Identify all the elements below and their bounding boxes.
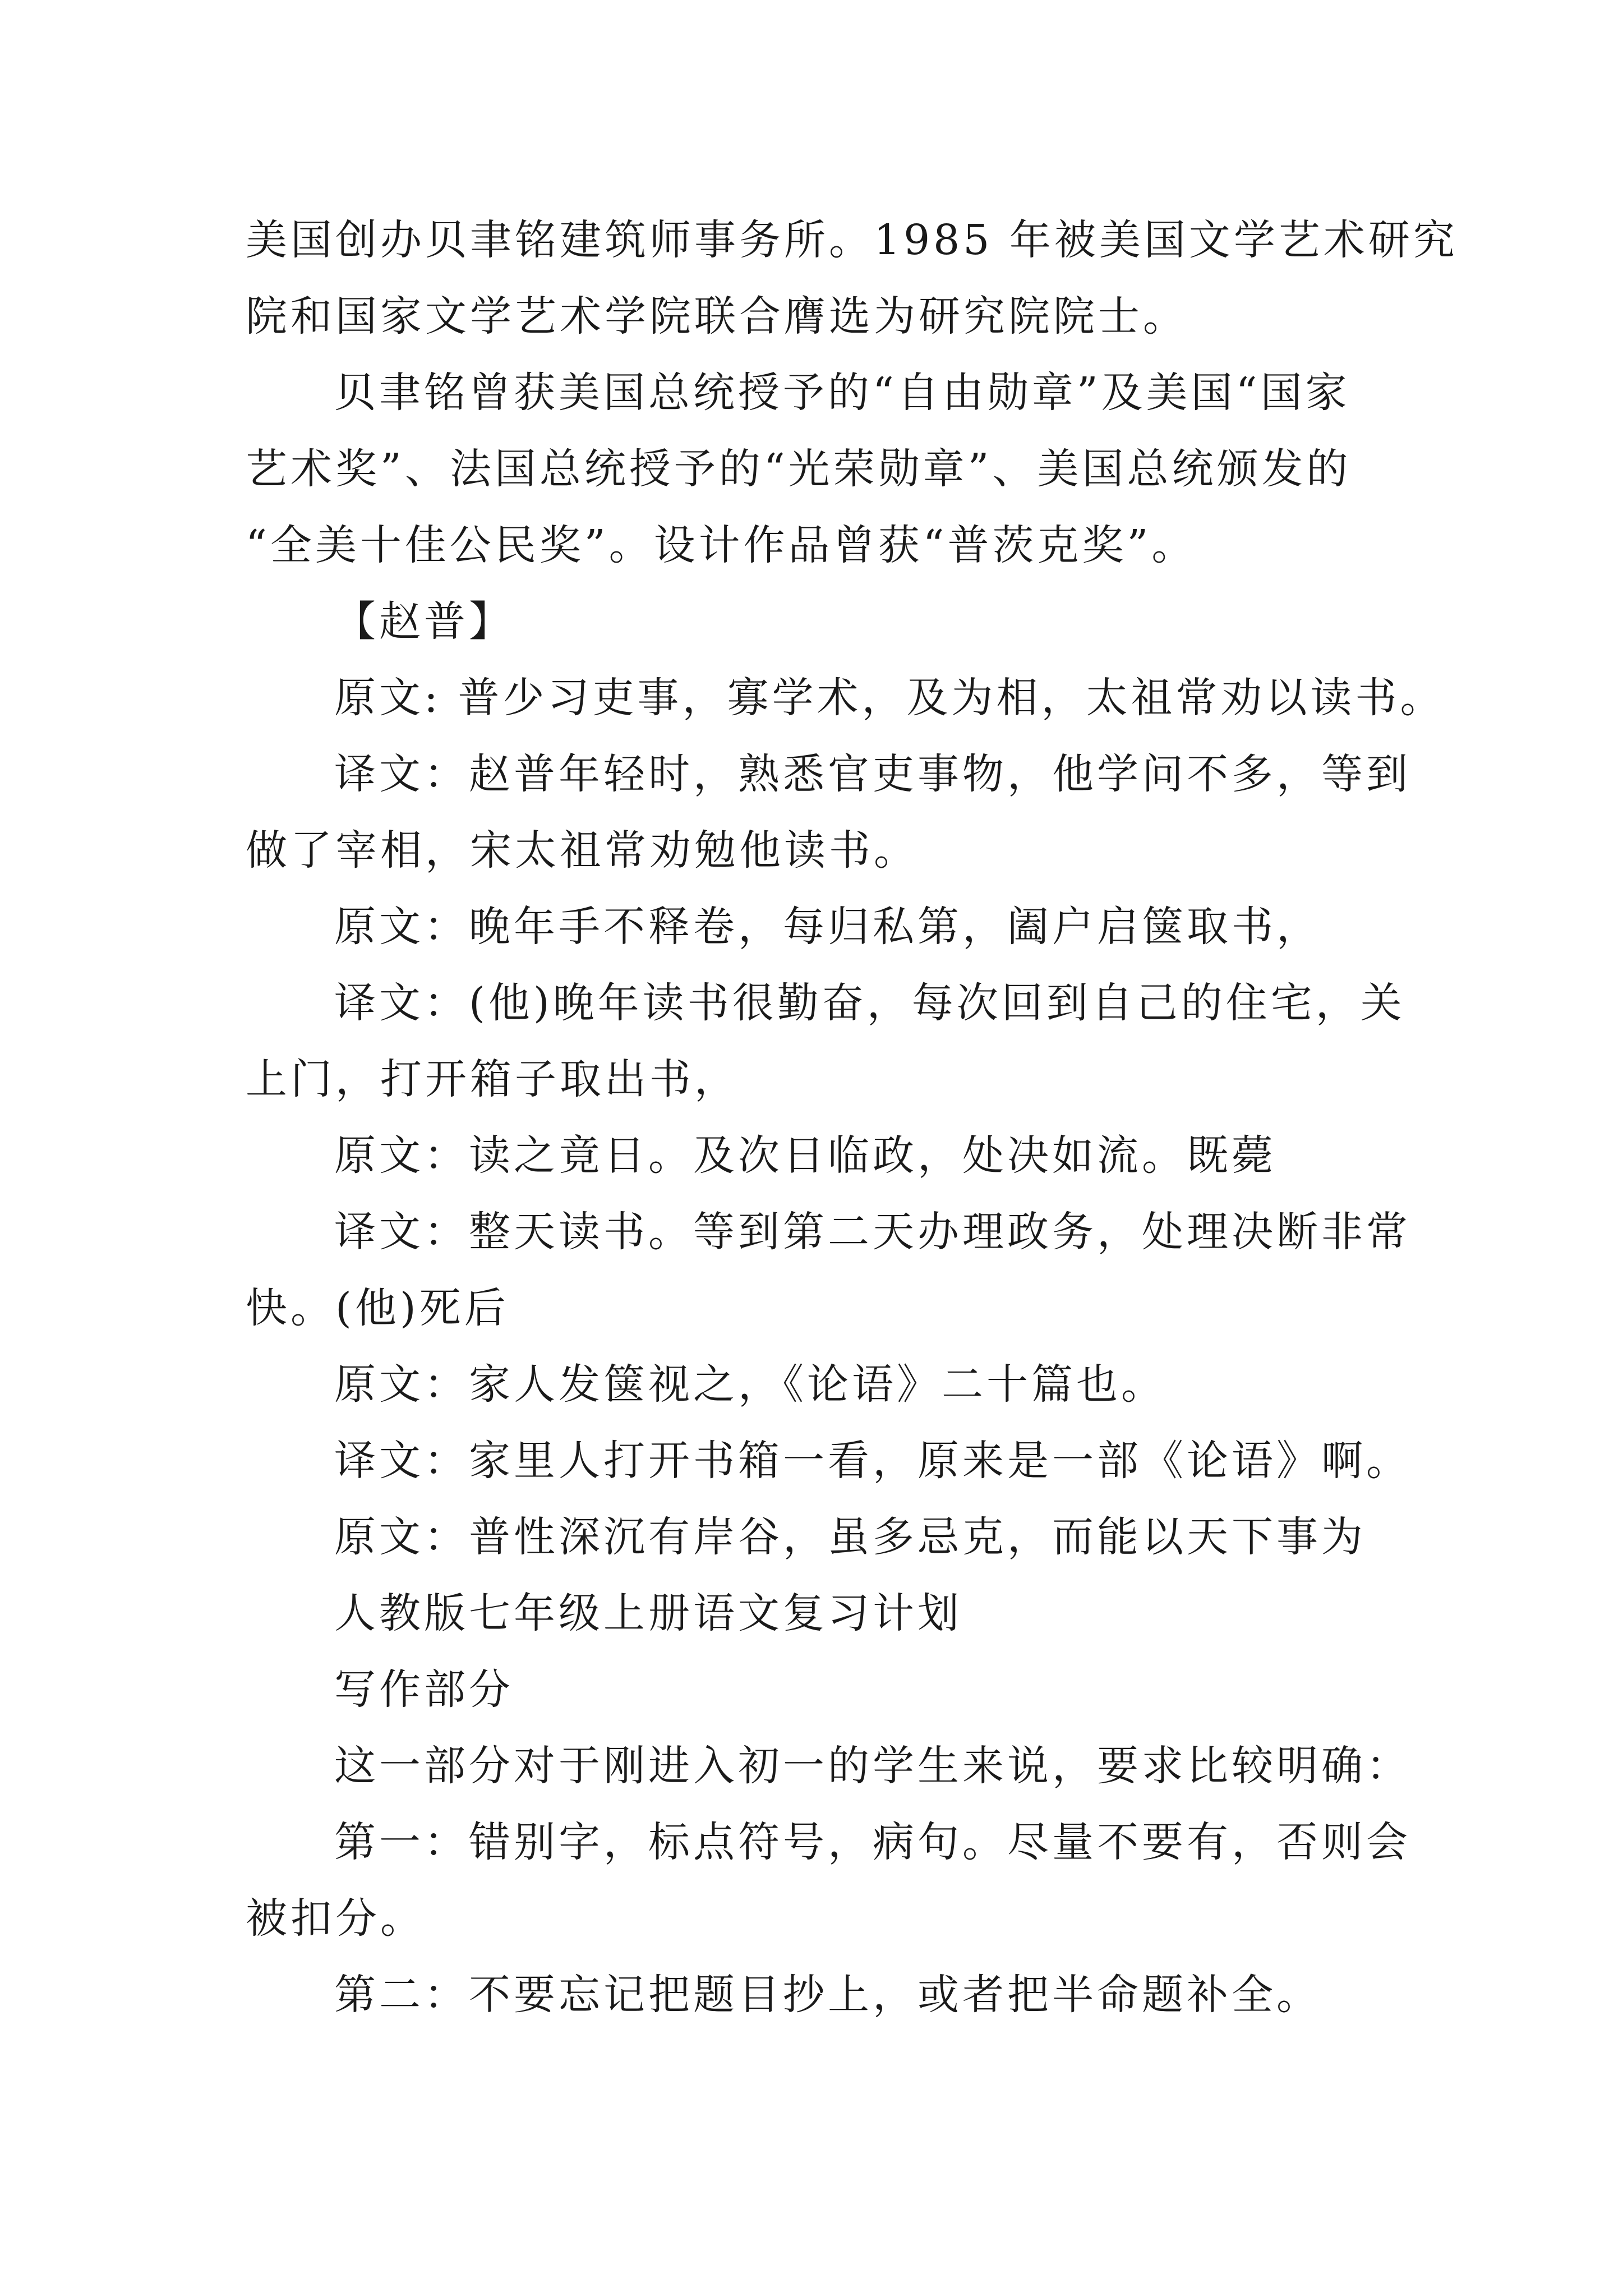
text-line-3: 贝聿铭曾获美国总统授予的“自由勋章”及美国“国家 [334,369,1350,417]
text-line-15: 快。(他)死后 [246,1284,509,1332]
text-line-21: 这一部分对于刚进入初一的学生来说，要求比较明确： [334,1742,1411,1790]
text-line-23: 被扣分。 [246,1894,425,1943]
text-line-9: 做了宰相，宋太祖常劝勉他读书。 [246,826,919,875]
text-line-13: 原文：读之竟日。及次日临政，处决如流。既薨 [334,1131,1276,1180]
section-heading-zhao-pu: 【赵普】 [334,597,514,646]
text-line-5: “全美十佳公民奖”。设计作品曾获“普茨克奖”。 [246,521,1197,569]
text-line-1: 美国创办贝聿铭建筑师事务所。1985 年被美国文学艺术研究 [246,216,1458,264]
section-heading-writing: 写作部分 [334,1665,514,1714]
text-line-4: 艺术奖”、法国总统授予的“光荣勋章”、美国总统颁发的 [246,445,1352,493]
text-line-14: 译文：整天读书。等到第二天办理政务，处理决断非常 [334,1208,1411,1256]
text-line-7: 原文: 普少习吏事，寡学术，及为相，太祖常劝以读书。 [334,674,1445,722]
text-line-2: 院和国家文学艺术学院联合膺选为研究院院士。 [246,292,1188,341]
text-line-8: 译文：赵普年轻时，熟悉官吏事物，他学问不多，等到 [334,750,1411,798]
text-line-12: 上门，打开箱子取出书， [246,1055,739,1103]
text-line-17: 译文：家里人打开书箱一看，原来是一部《论语》啊。 [334,1437,1411,1485]
text-line-16: 原文：家人发箧视之，《论语》二十篇也。 [334,1360,1166,1409]
text-line-11: 译文：(他)晚年读书很勤奋，每次回到自己的住宅，关 [334,979,1405,1027]
text-line-18: 原文：普性深沉有岸谷，虽多忌克，而能以天下事为 [334,1513,1366,1561]
text-line-24: 第二：不要忘记把题目抄上，或者把半命题补全。 [334,1971,1321,2019]
text-line-22: 第一：错别字，标点符号，病句。尽量不要有，否则会 [334,1818,1411,1866]
text-line-10: 原文：晚年手不释卷，每归私第，阖户启箧取书， [334,903,1321,951]
text-line-19: 人教版七年级上册语文复习计划 [334,1589,962,1637]
